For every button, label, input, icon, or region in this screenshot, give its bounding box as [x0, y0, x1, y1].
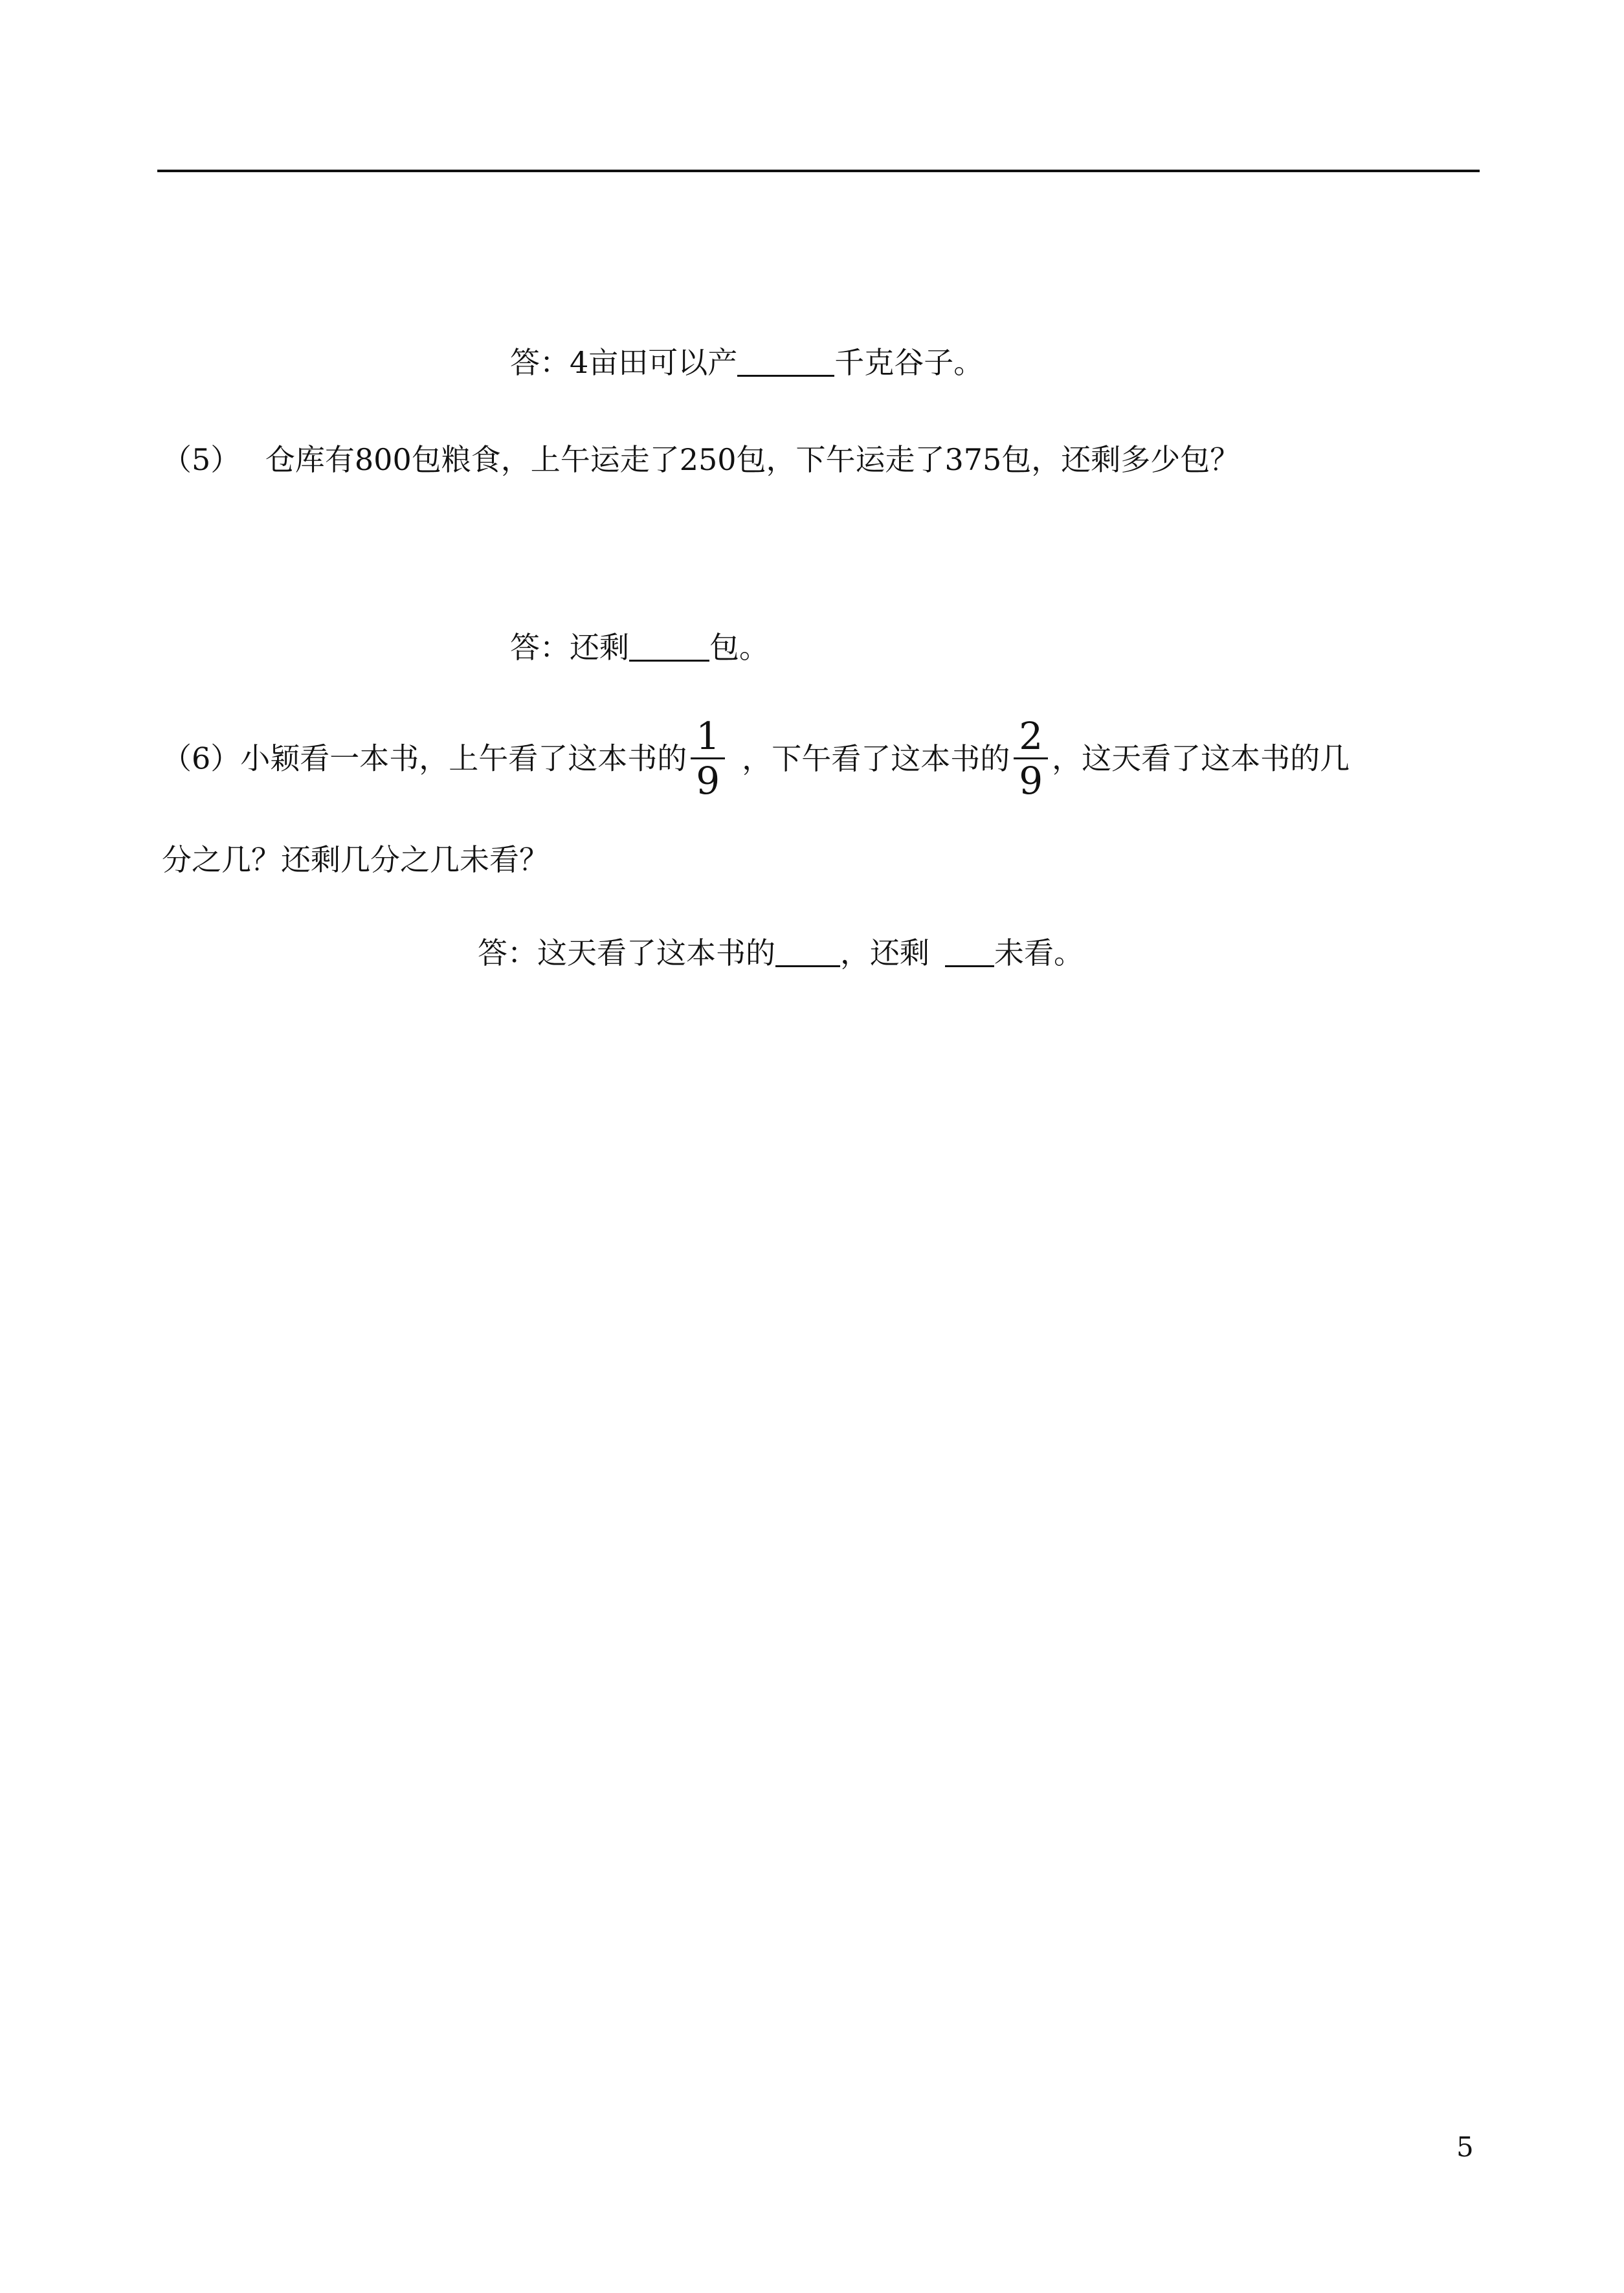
problem4-answer-blank[interactable]: [737, 348, 834, 377]
fraction2-numerator: 2: [1014, 715, 1048, 759]
fraction-one-ninth: [691, 715, 725, 802]
problem6-answer: [478, 934, 1084, 972]
problem5-answer-prefix: 答：还剩: [510, 630, 629, 665]
problem5-number: （5）: [162, 442, 241, 477]
problem5-answer-blank[interactable]: [629, 632, 709, 662]
fraction1-denominator: 9: [696, 759, 720, 803]
header-rule: [157, 170, 1480, 172]
problem4-answer-prefix: 答：4亩田可以产: [510, 345, 738, 380]
fraction-two-ninths: [1014, 715, 1048, 802]
problem6-number: （6）: [162, 741, 241, 776]
problem5-question: 仓库有800包粮食，上午运走了250包，下午运走了375包，还剩多少包？: [265, 442, 1240, 477]
problem6-question-line1: [162, 714, 1350, 805]
problem4-answer: [510, 343, 983, 382]
problem5-answer-suffix: 包。: [709, 630, 769, 665]
fraction1-numerator: 1: [691, 715, 725, 759]
fraction2-denominator: 9: [1019, 759, 1043, 803]
problem6-question-line2: [162, 840, 549, 879]
problem4-answer-suffix: 千克谷子。: [834, 345, 984, 380]
problem6-question-line2-text: 分之几？还剩几分之几未看？: [162, 842, 549, 877]
problem6-question-part2: ，下午看了这本书的: [742, 741, 1010, 776]
problem6-answer-suffix: 未看。: [994, 935, 1084, 970]
problem6-answer-blank1[interactable]: [775, 938, 840, 967]
problem6-question-part3: ，这天看了这本书的几: [1052, 741, 1350, 776]
problem6-answer-prefix: 答：这天看了这本书的: [478, 935, 775, 970]
problem6-answer-blank2[interactable]: [945, 938, 994, 967]
page-number: 5: [1456, 2131, 1474, 2163]
problem6-answer-middle: ，还剩: [840, 935, 929, 970]
problem6-question-part1: 小颖看一本书，上午看了这本书的: [240, 741, 687, 776]
problem5-question-line: [162, 440, 1240, 479]
problem5-answer: [510, 628, 769, 667]
